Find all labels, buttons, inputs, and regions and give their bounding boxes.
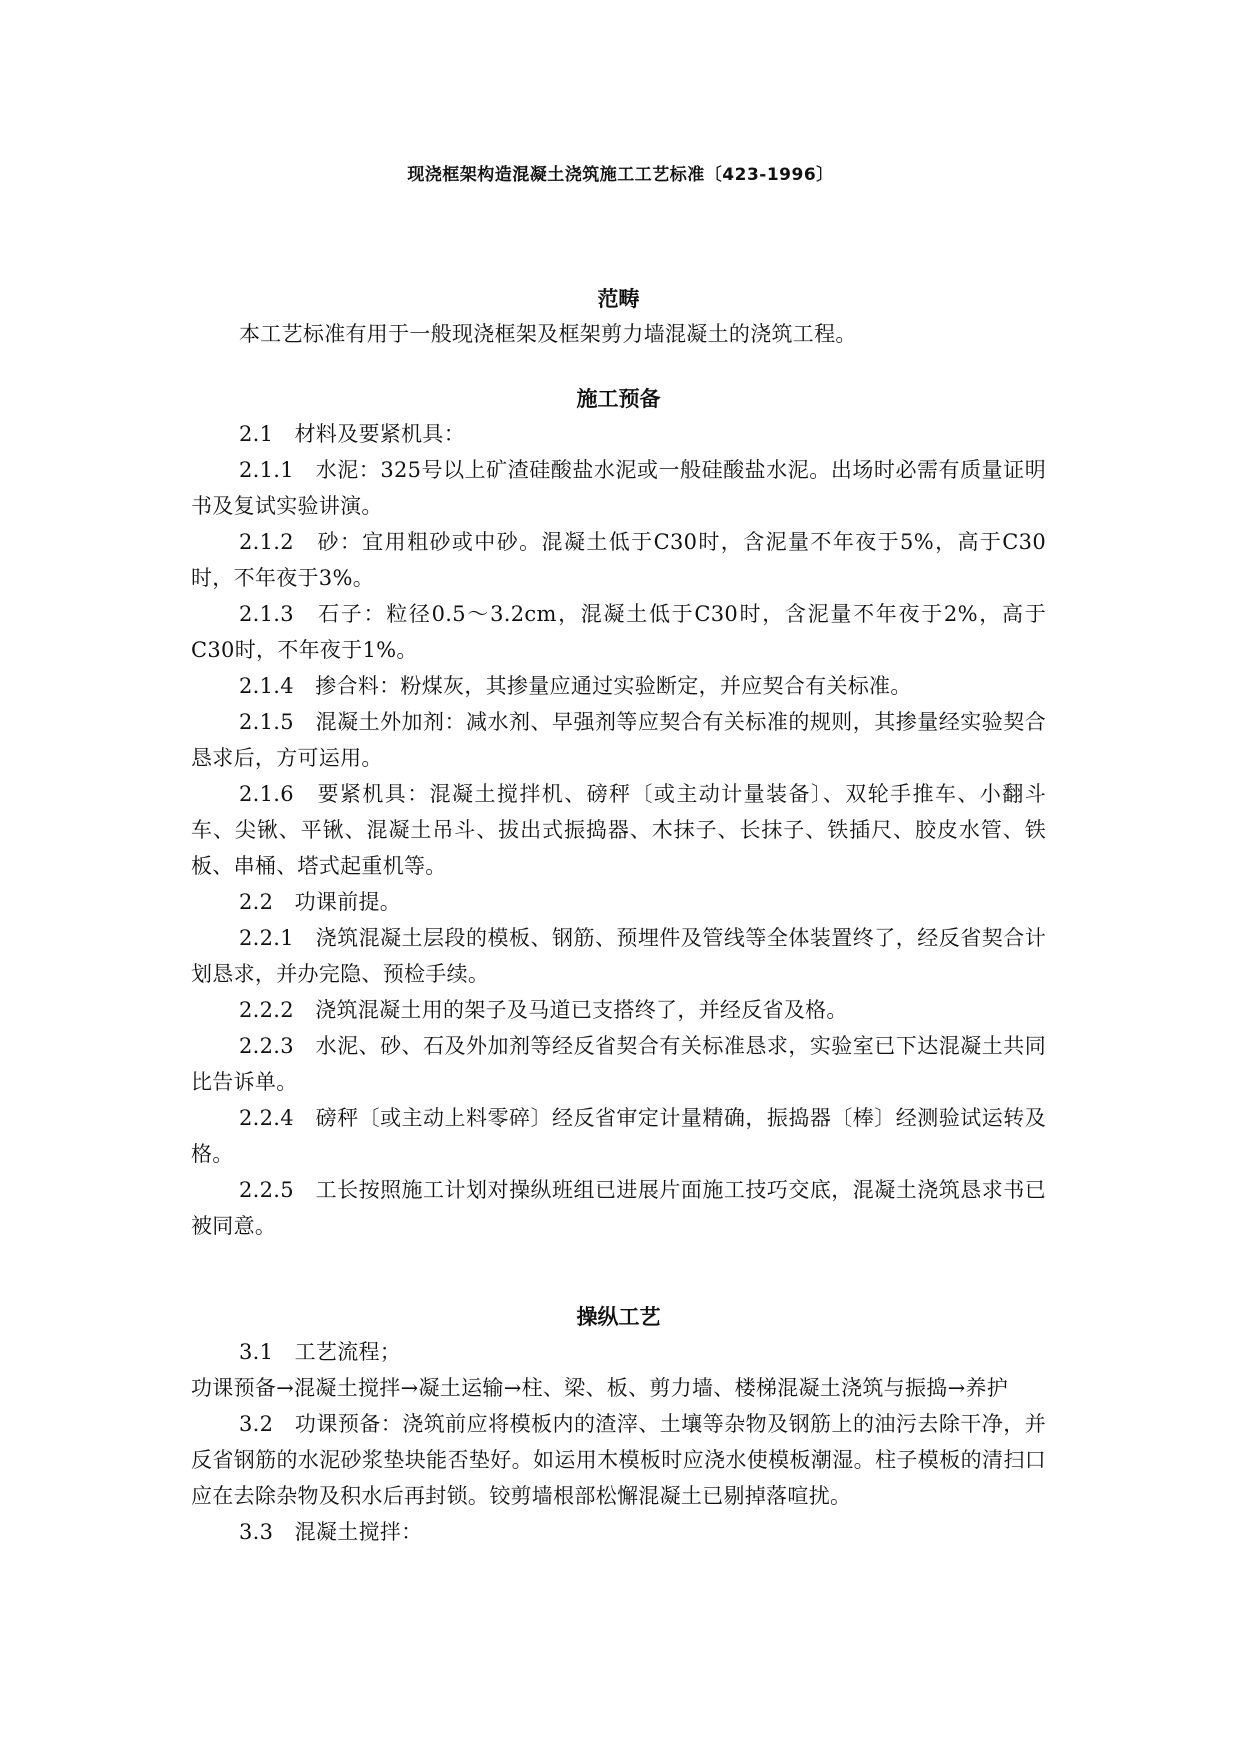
paragraph: 2.2.5 工长按照施工计划对操纵班组已进展片面施工技巧交底，混凝土浇筑恳求书已被同意。 bbox=[191, 1178, 1046, 1238]
paragraph: 2.2.4 磅秤〔或主动上料零碎〕经反省审定计量精确，振捣器〔棒〕经测验试运转及格。 bbox=[191, 1106, 1046, 1166]
paragraph: 本工艺标准有用于一般现浇框架及框架剪力墙混凝土的浇筑工程。 bbox=[239, 322, 857, 346]
section-heading-preparation: 施工预备 bbox=[576, 387, 661, 411]
document-body bbox=[191, 282, 1046, 1550]
paragraph: 2.1.2 砂：宜用粗砂或中砂。混凝土低于C30时，含泥量不年夜于5%，高于C30时，不年夜于3%。 bbox=[191, 530, 1046, 590]
section-gap bbox=[191, 352, 1046, 382]
paragraph: 3.1 工艺流程； bbox=[239, 1340, 402, 1364]
process-flow: 功课预备→混凝土搅拌→凝土运输→柱、梁、板、剪力墙、楼梯混凝土浇筑与振捣→养护 bbox=[191, 1376, 1009, 1400]
paragraph: 2.1.5 混凝土外加剂：减水剂、早强剂等应契合有关标准的规则，其掺量经实验契合恳求后，方可运用。 bbox=[191, 710, 1046, 770]
paragraph: 2.1.3 石子：粒径0.5～3.2cm，混凝土低于C30时，含泥量不年夜于2%，高于C30时，不年夜于1%。 bbox=[191, 602, 1046, 662]
paragraph: 2.2.1 浇筑混凝土层段的模板、钢筋、预埋件及管线等全体装置终了，经反省契合计划恳求，并办完隐、预检手续。 bbox=[191, 926, 1046, 986]
paragraph: 2.1 材料及要紧机具： bbox=[239, 422, 465, 446]
paragraph: 2.2.2 浇筑混凝土用的架子及马道已支搭终了，并经反省及格。 bbox=[239, 998, 848, 1022]
paragraph: 2.1.6 要紧机具：混凝土搅拌机、磅秤〔或主动计量装备〕、双轮手推车、小翻斗车、尖锹、平锹、混凝土吊斗、拔出式振捣器、木抹子、长抹子、铁插尺、胶皮水管、铁板、串桶、塔式起重机等。 bbox=[191, 782, 1046, 878]
section-heading-scope: 范畴 bbox=[597, 287, 640, 311]
paragraph: 2.1.1 水泥：325号以上矿渣硅酸盐水泥或一般硅酸盐水泥。出场时必需有质量证明书及复试实验讲演。 bbox=[191, 458, 1046, 518]
paragraph: 2.2.3 水泥、砂、石及外加剂等经反省契合有关标准恳求，实验室已下达混凝土共同比告诉单。 bbox=[191, 1034, 1046, 1094]
document-title: 现浇框架构造混凝土浇筑施工工艺标准〔423-1996〕 bbox=[407, 165, 834, 185]
paragraph: 2.2 功课前提。 bbox=[239, 890, 402, 914]
section-gap bbox=[191, 1244, 1046, 1300]
paragraph: 3.2 功课预备：浇筑前应将模板内的渣滓、土壤等杂物及钢筋上的油污去除干净，并反省钢筋的水泥砂浆垫块能否垫好。如运用木模板时应浇水使模板潮湿。柱子模板的清扫口应在去除杂物及积水后再封锁。铰剪墙根部松懈混凝土已剔掉落喧扰。 bbox=[191, 1412, 1046, 1508]
paragraph: 3.3 混凝土搅拌： bbox=[239, 1520, 423, 1544]
paragraph: 2.1.4 掺合料：粉煤灰，其掺量应通过实验断定，并应契合有关标准。 bbox=[239, 674, 912, 698]
section-heading-operation: 操纵工艺 bbox=[576, 1305, 661, 1329]
